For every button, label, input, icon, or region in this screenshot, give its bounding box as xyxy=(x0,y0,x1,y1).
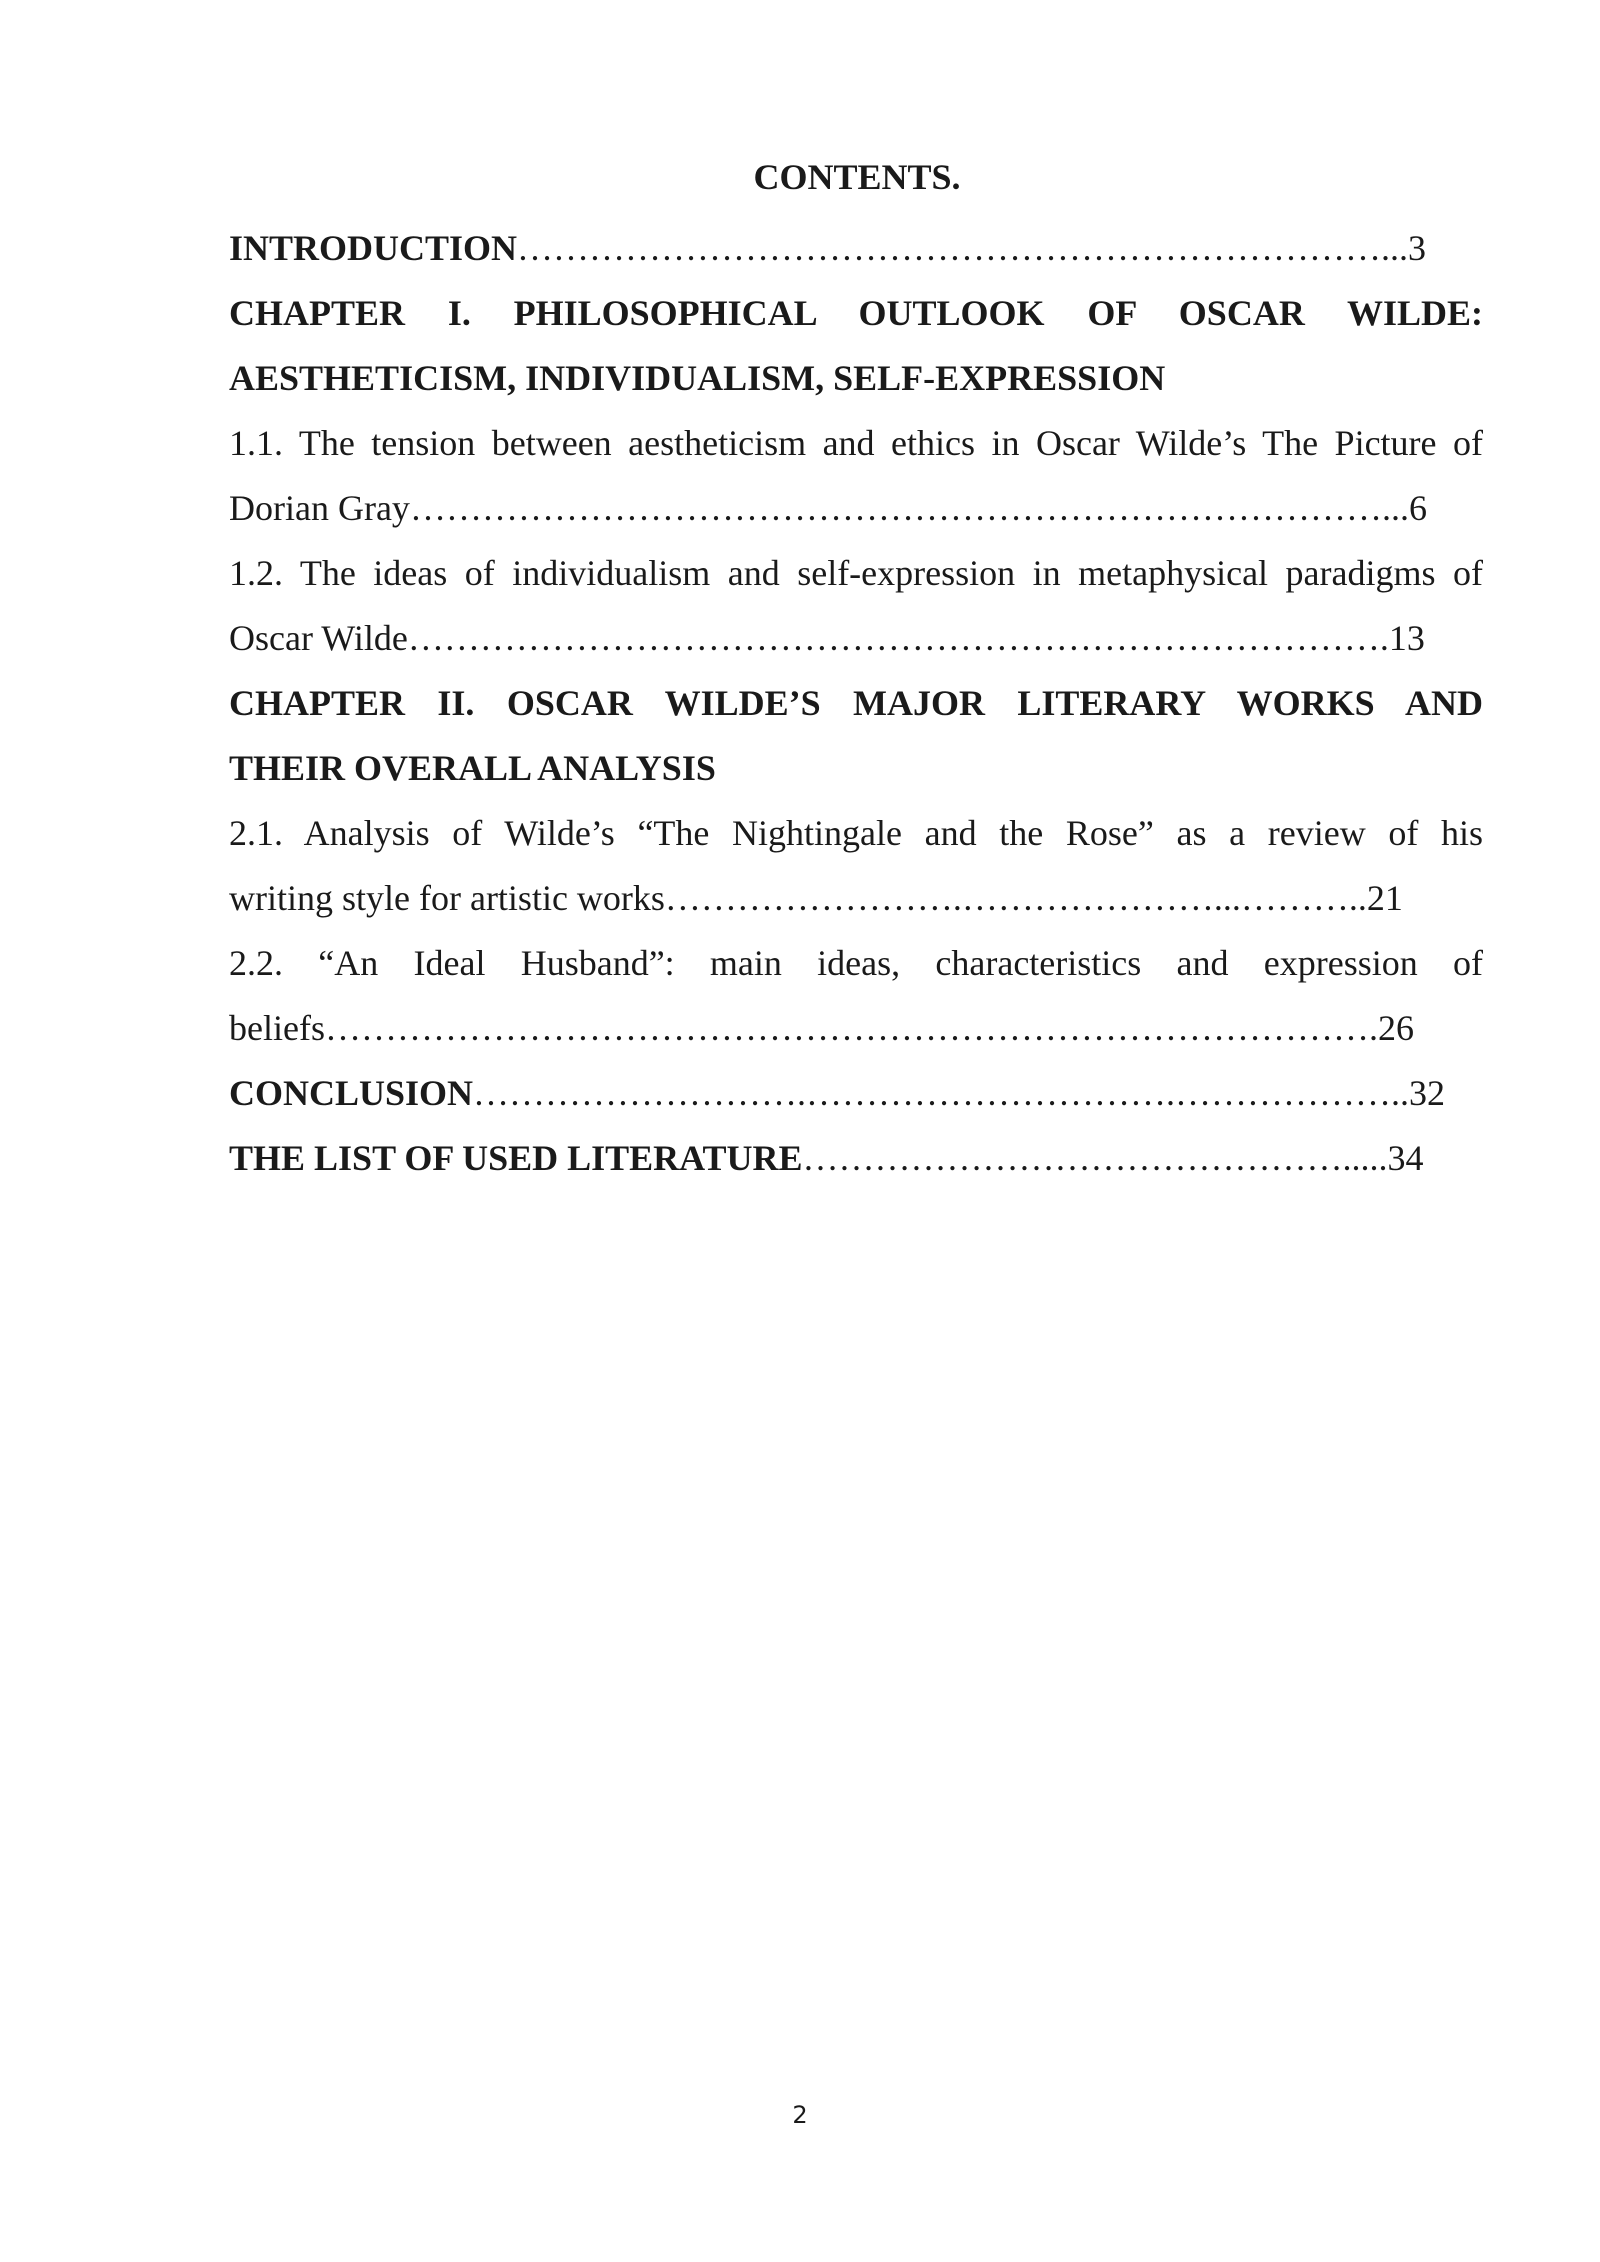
toc-entry-introduction xyxy=(229,216,1483,281)
toc-entry-label: Oscar Wilde xyxy=(229,618,408,658)
toc-chapter-2-title-line-1: CHAPTER II. OSCAR WILDE’S MAJOR LITERARY WORKS AND xyxy=(229,683,1483,723)
toc-leader-dots: ……………………….………………………….……………….. xyxy=(473,1073,1410,1113)
footer-page-number: 2 xyxy=(792,2101,808,2129)
toc-section-2-1-line-2 xyxy=(229,866,1483,931)
toc-entry-label: INTRODUCTION xyxy=(229,228,518,268)
toc-leader-dots: ………………………………………………………………………... xyxy=(409,488,1409,528)
toc-leader-dots: ……………………………………………………………………………. xyxy=(324,1008,1378,1048)
toc-page-number: 6 xyxy=(1408,488,1427,528)
toc-section-2-2-line-2 xyxy=(229,996,1483,1061)
toc-entry-label: CONCLUSION xyxy=(229,1073,474,1113)
toc-page-number: 21 xyxy=(1366,878,1403,918)
toc-section-2-2-line-1: 2.2. “An Ideal Husband”: main ideas, characteristics and expression of xyxy=(229,943,1483,983)
toc-section-1-1-line-2 xyxy=(229,476,1483,541)
toc-entry-label: writing style for artistic works xyxy=(229,878,665,918)
toc-chapter-1-title-line-1: CHAPTER I. PHILOSOPHICAL OUTLOOK OF OSCAR WILDE: xyxy=(229,293,1483,333)
toc-entry-label: THE LIST OF USED LITERATURE xyxy=(229,1138,803,1178)
table-of-contents xyxy=(229,150,1483,1191)
toc-leader-dots: ………………………………………………………………... xyxy=(517,228,1409,268)
toc-page-number: 32 xyxy=(1409,1073,1446,1113)
toc-section-1-1-line-1: 1.1. The tension between aestheticism and ethics in Oscar Wilde’s The Picture of xyxy=(229,423,1483,463)
toc-chapter-1-title-line-2: AESTHETICISM, INDIVIDUALISM, SELF-EXPRESSION xyxy=(229,358,1166,398)
toc-entry-label: beliefs xyxy=(229,1008,325,1048)
toc-section-1-2-line-2 xyxy=(229,606,1483,671)
contents-heading: CONTENTS. xyxy=(753,157,961,197)
toc-page-number: 34 xyxy=(1387,1138,1424,1178)
toc-leader-dots: ………………………………………..... xyxy=(802,1138,1388,1178)
toc-entry-conclusion xyxy=(229,1061,1483,1126)
toc-entry-label: Dorian Gray xyxy=(229,488,410,528)
toc-leader-dots: …………………….…………………...……….. xyxy=(664,878,1367,918)
toc-chapter-2-title-line-2: THEIR OVERALL ANALYSIS xyxy=(229,748,716,788)
toc-page-number: 3 xyxy=(1408,228,1427,268)
toc-page-number: 13 xyxy=(1388,618,1425,658)
toc-section-2-1-line-1: 2.1. Analysis of Wilde’s “The Nightingale and the Rose” as a review of his xyxy=(229,813,1483,853)
toc-entry-literature xyxy=(229,1126,1483,1191)
toc-leader-dots: ………………………………………………………………………. xyxy=(407,618,1389,658)
toc-page-number: 26 xyxy=(1377,1008,1414,1048)
toc-section-1-2-line-1: 1.2. The ideas of individualism and self-expression in metaphysical paradigms of xyxy=(229,553,1483,593)
